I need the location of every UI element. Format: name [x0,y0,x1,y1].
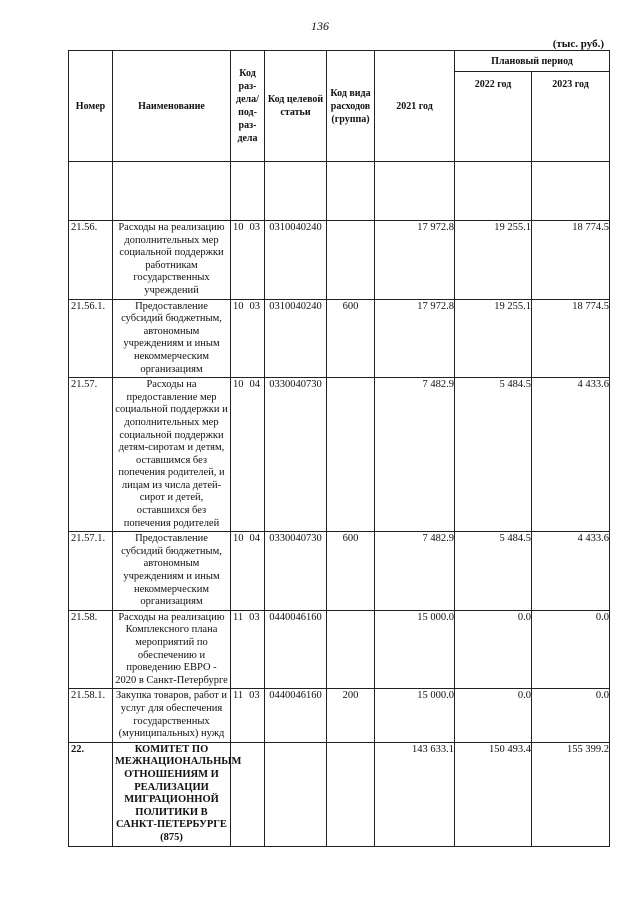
row-section-code [231,221,265,300]
header-year-2021: 2021 год [375,51,455,162]
table-row [69,378,610,532]
row-number: 21.58.1. [69,689,113,742]
row-target-code: 0330040730 [265,532,327,611]
row-value-2021: 7 482.9 [375,378,455,532]
row-value-2022: 5 484.5 [455,378,532,532]
row-razdel: 11 [233,611,244,623]
row-name: Расходы на предоставление мер социальной поддержки и дополнительных мер социальной поддержки детям-сиротам и детям, оставшимся без попечения родителей, и лицам из числа детей-сирот и детей, оставшихся без попечения родителей [113,378,231,532]
page-number: 136 [311,19,329,33]
header-number: Номер [69,51,113,162]
row-section-code [231,532,265,611]
table-row [69,532,610,611]
header-year-2022: 2022 год [455,72,532,162]
row-target-code [265,742,327,846]
row-podrazdel: 03 [249,611,260,623]
row-expense-type: 600 [327,299,375,378]
row-expense-type [327,221,375,300]
row-name: Предоставление субсидий бюджетным, автономным учреждениям и иным некоммерческим организациям [113,532,231,611]
row-number: 21.57. [69,378,113,532]
table-row [69,742,610,846]
row-number: 21.56. [69,221,113,300]
row-razdel: 10 [233,379,244,391]
unit-note: (тыс. руб.) [552,38,604,50]
row-value-2022: 0.0 [455,610,532,689]
row-target-code: 0310040240 [265,299,327,378]
row-target-code: 0330040730 [265,378,327,532]
row-value-2022: 0.0 [455,689,532,742]
table-row [69,689,610,742]
row-target-code: 0440046160 [265,689,327,742]
row-number: 22. [69,742,113,846]
row-expense-type [327,378,375,532]
row-name: Закупка товаров, работ и услуг для обеспечения государственных (муниципальных) нужд [113,689,231,742]
row-value-2023: 18 774.5 [532,299,610,378]
header-year-2023: 2023 год [532,72,610,162]
row-value-2021: 15 000.0 [375,689,455,742]
row-expense-type [327,610,375,689]
row-razdel: 10 [233,300,244,312]
row-razdel: 10 [233,222,244,233]
row-target-code: 0310040240 [265,221,327,300]
header-gap [69,162,610,221]
row-value-2022: 19 255.1 [455,221,532,300]
row-number: 21.58. [69,610,113,689]
row-podrazdel: 03 [249,300,260,312]
row-value-2023: 0.0 [532,610,610,689]
table-row [69,610,610,689]
header-name: Наименование [113,51,231,162]
budget-table [68,50,610,847]
row-podrazdel: 04 [249,379,260,391]
row-expense-type [327,742,375,846]
row-value-2021: 17 972.8 [375,299,455,378]
row-section-code [231,610,265,689]
row-number: 21.57.1. [69,532,113,611]
row-value-2023: 155 399.2 [532,742,610,846]
row-value-2023: 18 774.5 [532,221,610,300]
row-name: Расходы на реализацию дополнительных мер социальной поддержки работникам государственных учреждений [113,221,231,300]
header-section-code: Код раз-дела/ под-раз-дела [231,51,265,162]
row-value-2021: 7 482.9 [375,532,455,611]
table-row [69,221,610,300]
row-podrazdel: 03 [249,690,260,702]
row-number: 21.56.1. [69,299,113,378]
row-value-2021: 143 633.1 [375,742,455,846]
row-section-code [231,378,265,532]
row-value-2022: 5 484.5 [455,532,532,611]
row-value-2022: 19 255.1 [455,299,532,378]
row-value-2021: 17 972.8 [375,221,455,300]
row-value-2023: 0.0 [532,689,610,742]
row-value-2023: 4 433.6 [532,532,610,611]
row-podrazdel: 04 [249,533,260,545]
row-razdel: 10 [233,533,244,545]
row-name: Расходы на реализацию Комплексного плана мероприятий по обеспечению и проведению ЕВРО - 2020 в Санкт-Петербурге [113,610,231,689]
row-name: Предоставление субсидий бюджетным, автономным учреждениям и иным некоммерческим организациям [113,299,231,378]
row-section-code [231,689,265,742]
row-value-2022: 150 493.4 [455,742,532,846]
row-value-2023: 4 433.6 [532,378,610,532]
header-target-code: Код целевой статьи [265,51,327,162]
row-section-code [231,299,265,378]
row-expense-type: 600 [327,532,375,611]
row-target-code: 0440046160 [265,610,327,689]
row-value-2021: 15 000.0 [375,610,455,689]
row-expense-type: 200 [327,689,375,742]
header-planned-period: Плановый период [455,51,610,72]
row-razdel: 11 [233,690,244,702]
header-expense-type-code: Код вида расходов (группа) [327,51,375,162]
row-name: КОМИТЕТ ПО МЕЖНАЦИОНАЛЬНЫМ ОТНОШЕНИЯМ И РЕАЛИЗАЦИИ МИГРАЦИОННОЙ ПОЛИТИКИ В САНКТ-ПЕТЕРБУРГЕ (875) [113,742,231,846]
row-podrazdel: 03 [249,222,260,233]
table-row [69,299,610,378]
